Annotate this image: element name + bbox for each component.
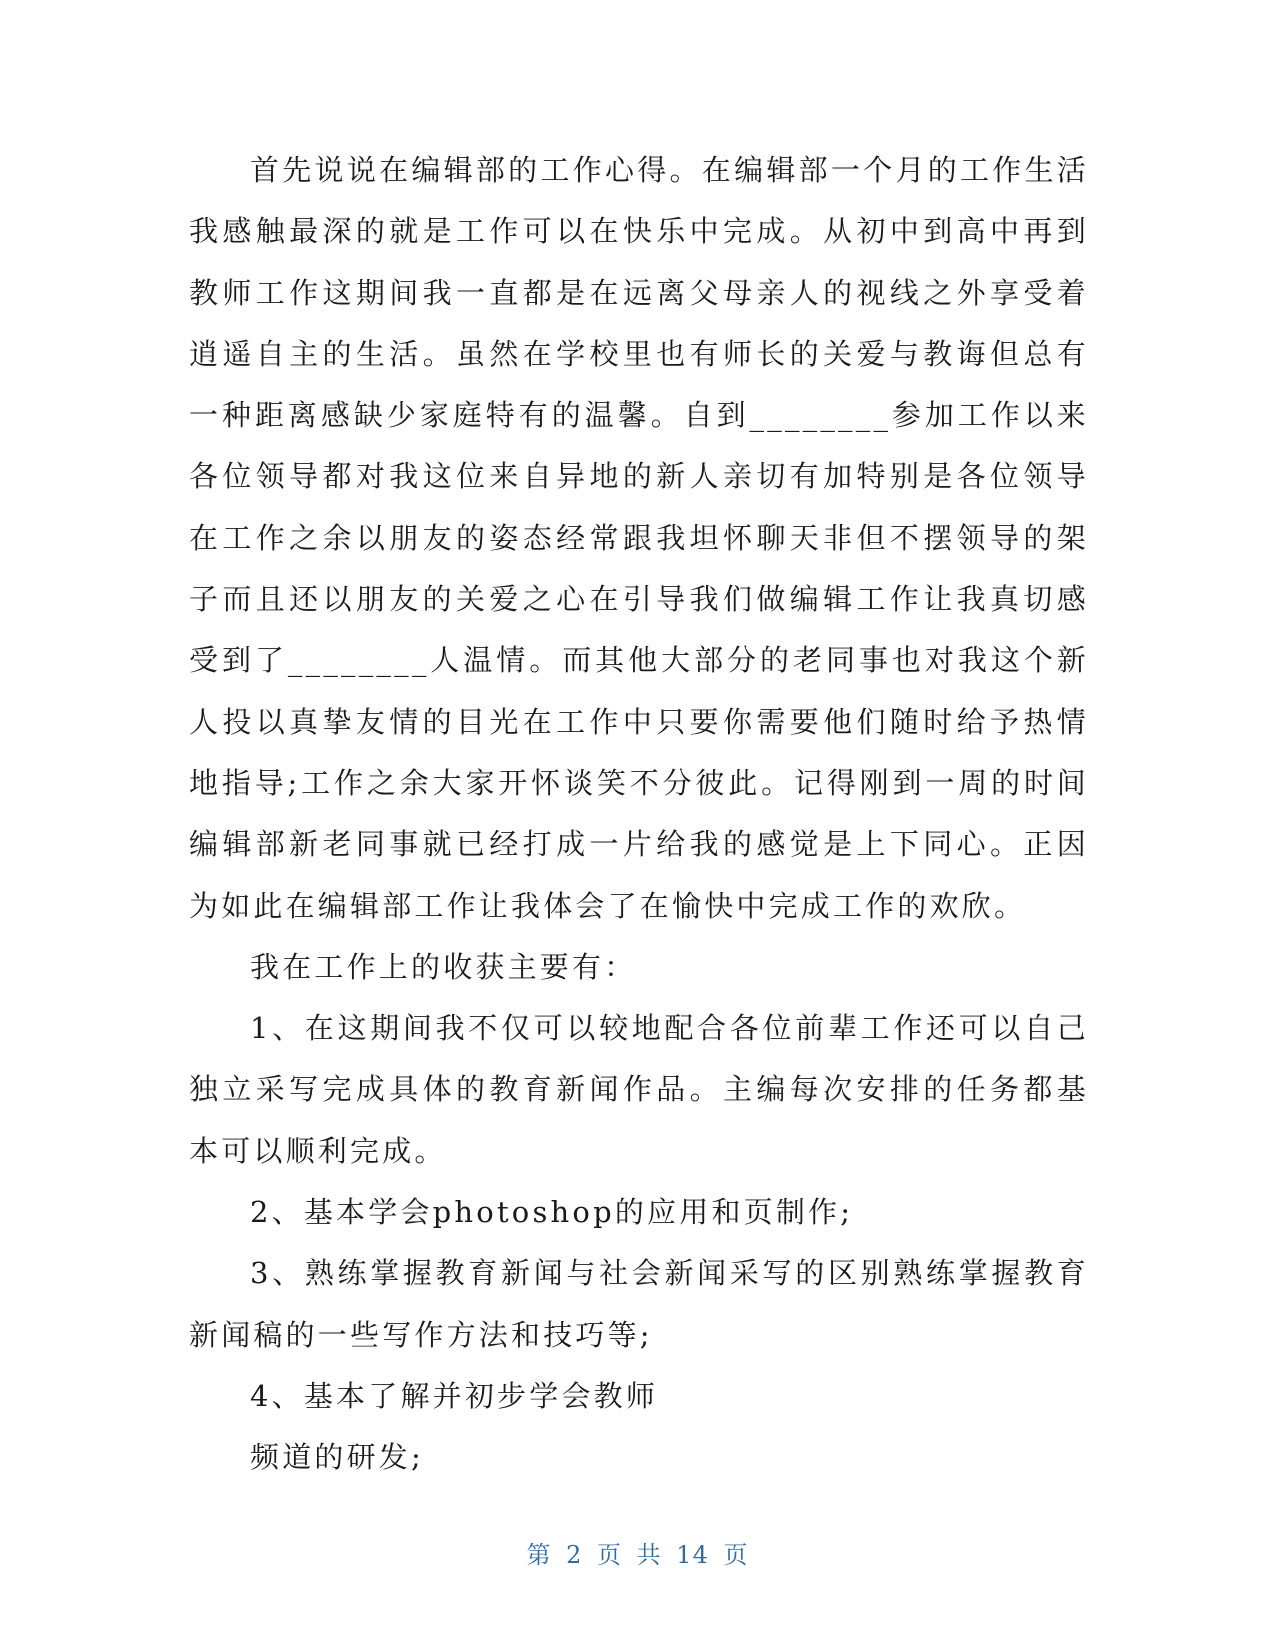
document-body [189, 140, 1089, 1489]
page-number-footer: 第 2 页 共 14 页 [526, 1541, 749, 1569]
paragraph-gain-4-continued: 频道的研发; [250, 1440, 424, 1475]
paragraph-gains-heading: 我在工作上的收获主要有： [250, 949, 637, 984]
paragraph-gain-4: 4、基本了解并初步学会教师 [250, 1378, 659, 1413]
paragraph-work-experience: 首先说说在编辑部的工作心得。在编辑部一个月的工作生活我感触最深的就是工作可以在快乐中完成。从初中到高中再到教师工作这期间我一直都是在远离父母亲人的视线之外享受着逍遥自主的生活。虽然在学校里也有师长的关爱与教诲但总有一种距离感缺少家庭特有的温馨。自到________参加工作以来各位领导都对我这位来自异地的新人亲切有加特别是各位领导在工作之余以朋友的姿态经常跟我坦怀聊天非但不摆领导的架子而且还以朋友的关爱之心在引导我们做编辑工作让我真切感受到了________人温情。而其他大部分的老同事也对我这个新人投以真挚友情的目光在工作中只要你需要他们随时给予热情地指导;工作之余大家开怀谈笑不分彼此。记得刚到一周的时间编辑部新老同事就已经打成一片给我的感觉是上下同心。正因为如此在编辑部工作让我体会了在愉快中完成工作的欢欣。 [189, 153, 1089, 923]
paragraph-gain-2: 2、基本学会photoshop的应用和页制作; [250, 1195, 854, 1230]
paragraph-gain-1: 1、在这期间我不仅可以较地配合各位前辈工作还可以自己独立采写完成具体的教育新闻作品。主编每次安排的任务都基本可以顺利完成。 [189, 1011, 1089, 1168]
paragraph-gain-3: 3、熟练掌握教育新闻与社会新闻采写的区别熟练掌握教育新闻稿的一些写作方法和技巧等; [189, 1256, 1089, 1352]
